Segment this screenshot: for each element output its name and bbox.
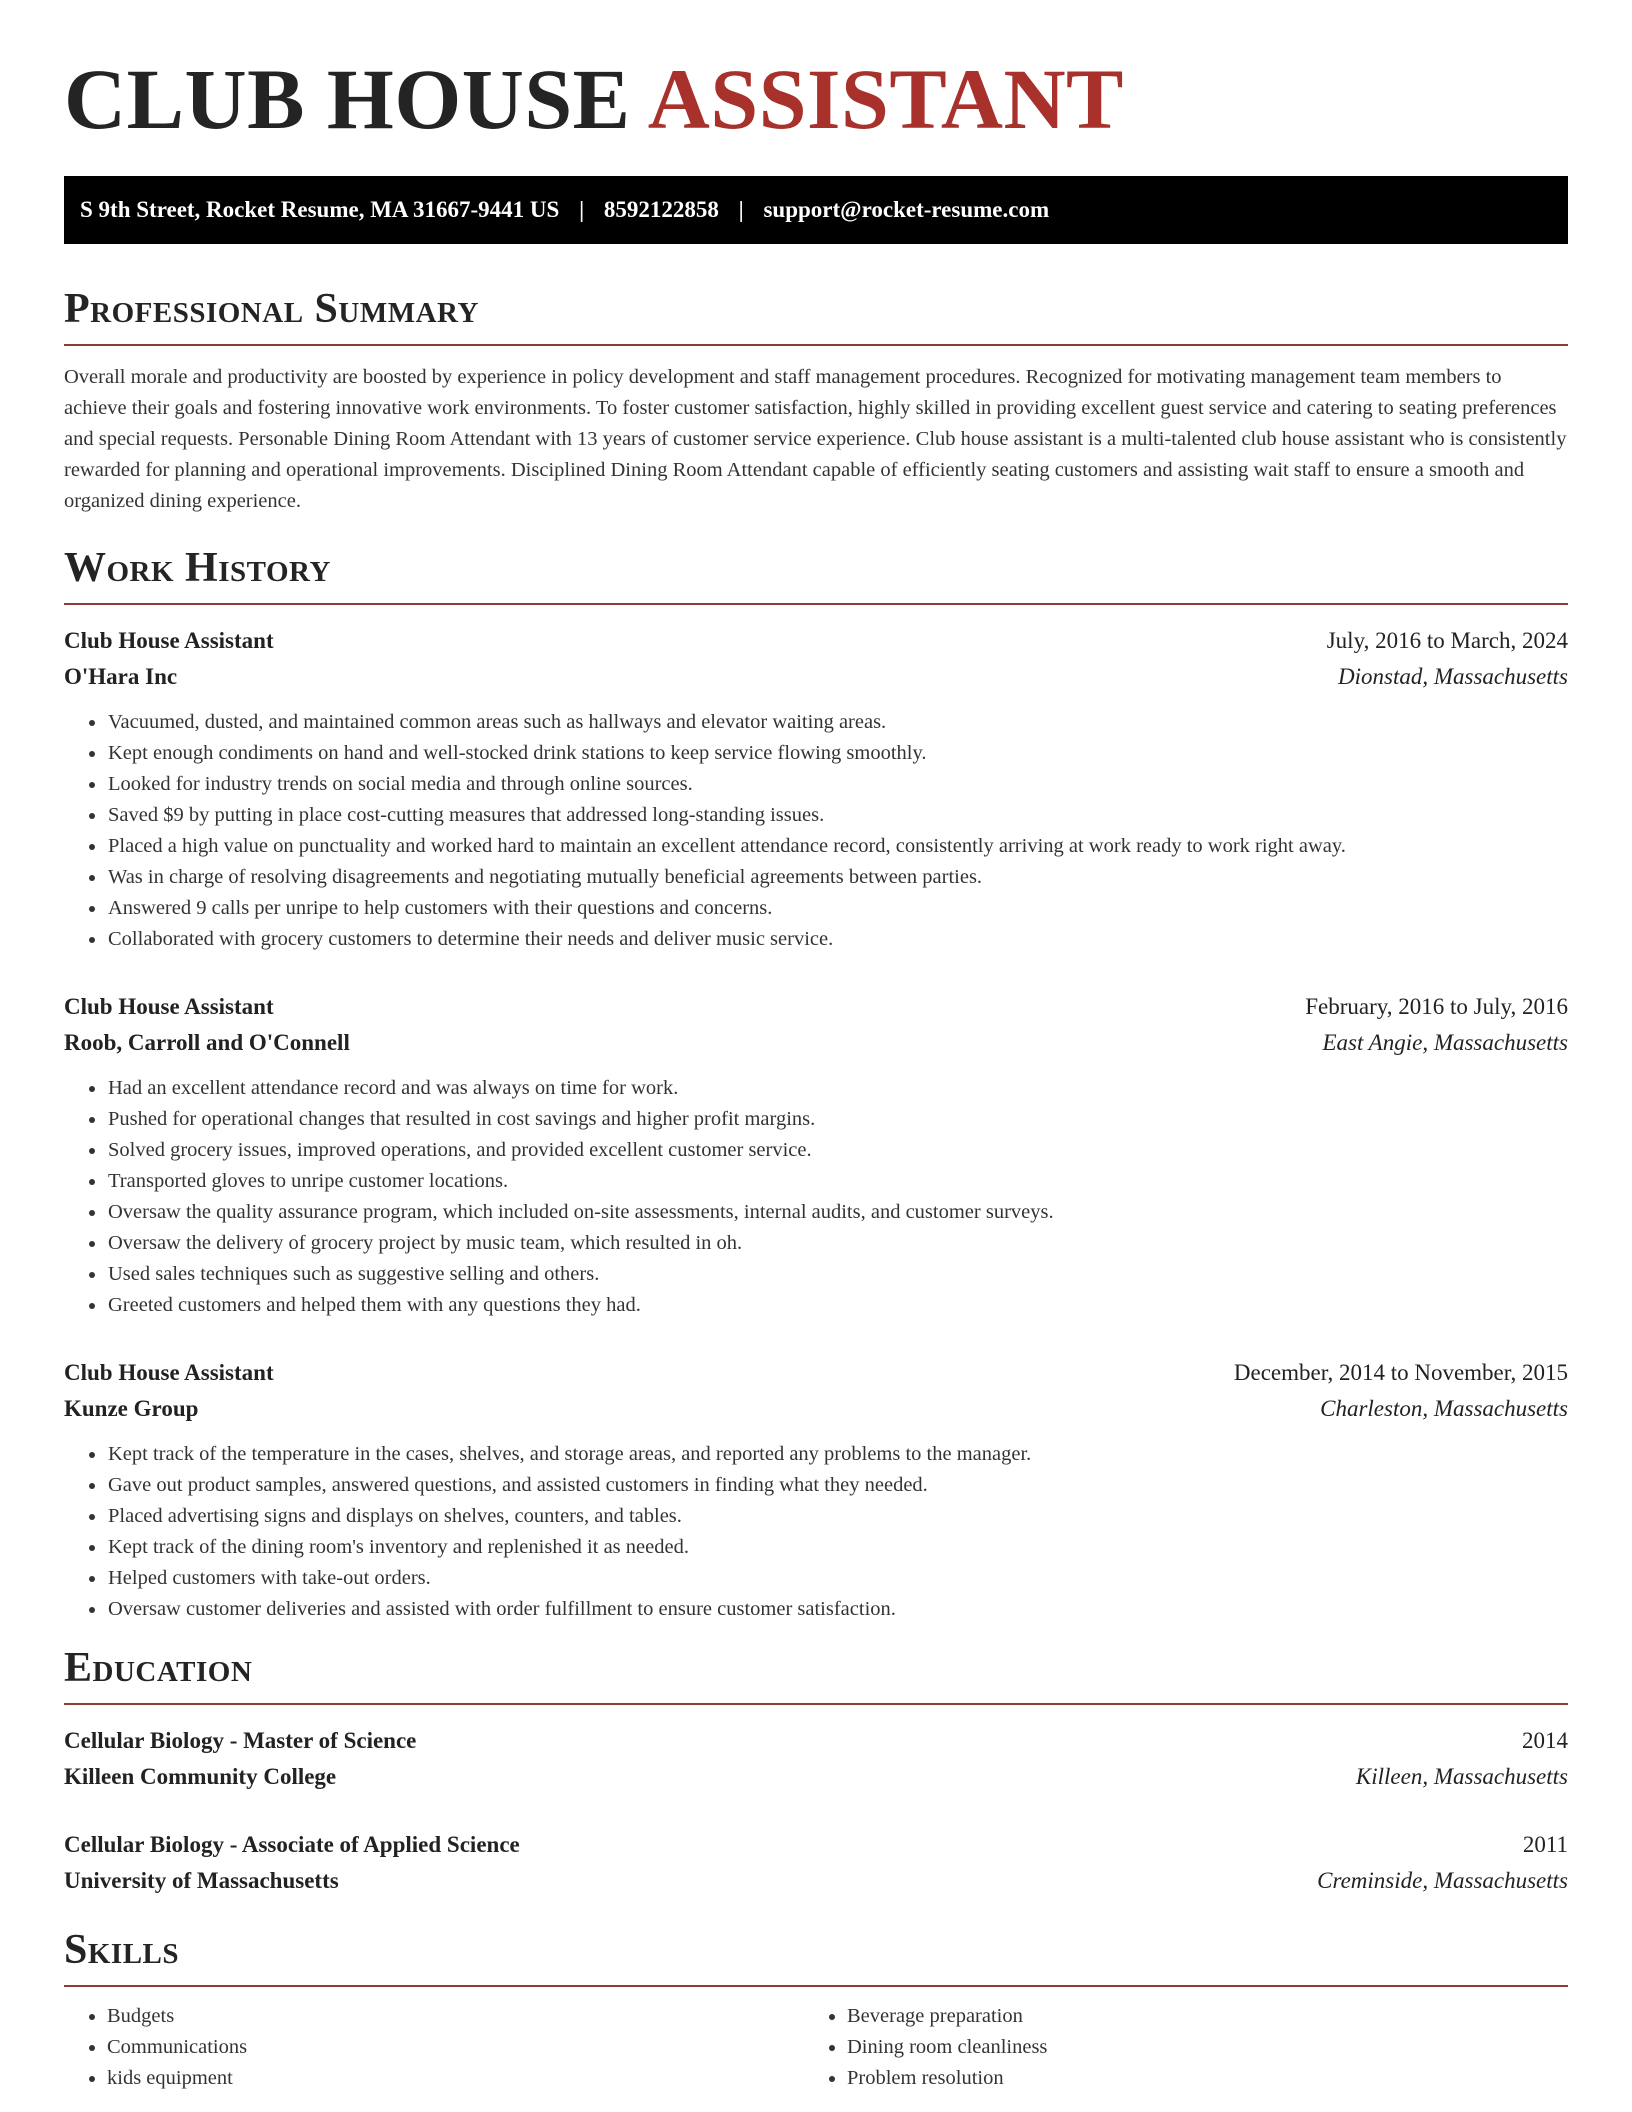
job-bullet: • Oversaw the delivery of grocery project by music team, which resulted in oh. — [107, 1228, 1568, 1259]
contact-email: support@rocket-resume.com — [763, 197, 1050, 222]
job-title: Club House Assistant — [64, 628, 274, 653]
job-location: Charleston, Massachusetts — [1320, 1396, 1568, 1421]
job-bullet: • Oversaw customer deliveries and assisted with order fulfillment to ensure customer satisfaction. — [107, 1594, 1568, 1625]
summary-text: Overall morale and productivity are boosted by experience in policy development and staff management procedures. Recognized for motivating management team members to achieve their goals and fostering innovative work environments. To foster customer satisfaction, highly skilled in providing excellent guest service and catering to seating preferences and special requests. Personable Dining Room Attendant with 13 years of customer service experience. Club house assistant is a multi-talented club house assistant who is consistently rewarded for planning and operational improvements. Disciplined Dining Room Attendant capable of efficiently seating customers and assisting wait staff to ensure a smooth and organized dining experience. — [64, 366, 1567, 512]
job-company: Roob, Carroll and O'Connell — [64, 1030, 350, 1055]
education-heading: Education — [64, 1647, 1568, 1705]
job-bullet: • Saved $9 by putting in place cost-cutting measures that addressed long-standing issues. — [107, 800, 1568, 831]
job-bullet: • Helped customers with take-out orders. — [107, 1563, 1568, 1594]
skills-column-right — [804, 2001, 1544, 2094]
job-bullet: • Kept enough condiments on hand and well-stocked drink stations to keep service flowing smoothly. — [107, 738, 1568, 769]
skills-column-left — [64, 2001, 804, 2094]
education-location: Creminside, Massachusetts — [1317, 1868, 1568, 1893]
job-bullet: • Oversaw the quality assurance program, which included on-site assessments, internal audits, and customer surveys. — [107, 1197, 1568, 1228]
job-dates: February, 2016 to July, 2016 — [1305, 994, 1568, 1019]
job-bullets — [64, 1073, 1568, 1321]
skill-item: • kids equipment — [107, 2063, 804, 2094]
job-bullet: • Was in charge of resolving disagreements and negotiating mutually beneficial agreements between parties. — [107, 862, 1568, 893]
education-entry — [64, 1723, 1568, 1795]
job-bullet: • Kept track of the temperature in the cases, shelves, and storage areas, and reported any problems to the manager. — [107, 1439, 1568, 1470]
skill-item: • Communications — [107, 2032, 804, 2063]
job-company: Kunze Group — [64, 1396, 199, 1421]
job-bullet: • Collaborated with grocery customers to determine their needs and deliver music service. — [107, 924, 1568, 955]
contact-separator: | — [738, 197, 744, 222]
job-title: Club House Assistant — [64, 1360, 274, 1385]
education-location: Killeen, Massachusetts — [1355, 1764, 1568, 1789]
name-first: CLUB HOUSE — [64, 51, 631, 147]
resume-page — [64, 0, 1568, 2094]
education-school: Killeen Community College — [64, 1764, 337, 1789]
education-entry — [64, 1827, 1568, 1899]
education-degree: Cellular Biology - Master of Science — [64, 1728, 417, 1753]
job-bullet: • Gave out product samples, answered questions, and assisted customers in finding what they needed. — [107, 1470, 1568, 1501]
skills-heading: Skills — [64, 1929, 1568, 1987]
job-bullet: • Answered 9 calls per unripe to help customers with their questions and concerns. — [107, 893, 1568, 924]
skill-item: • Budgets — [107, 2001, 804, 2032]
contact-address: S 9th Street, Rocket Resume, MA 31667-9441 US — [80, 197, 560, 222]
job-entry — [64, 623, 1568, 955]
skill-item: • Dining room cleanliness — [847, 2032, 1544, 2063]
job-bullet: • Kept track of the dining room's inventory and replenished it as needed. — [107, 1532, 1568, 1563]
job-location: East Angie, Massachusetts — [1322, 1030, 1568, 1055]
education-year: 2014 — [1522, 1728, 1568, 1753]
job-bullet: • Greeted customers and helped them with any questions they had. — [107, 1290, 1568, 1321]
job-bullet: • Transported gloves to unripe customer locations. — [107, 1166, 1568, 1197]
job-bullet: • Had an excellent attendance record and was always on time for work. — [107, 1073, 1568, 1104]
skills-list — [64, 2001, 1568, 2094]
summary-heading: Professional Summary — [64, 288, 1568, 346]
job-bullet: • Used sales techniques such as suggestive selling and others. — [107, 1259, 1568, 1290]
contact-bar — [64, 176, 1568, 244]
job-bullet: • Placed advertising signs and displays on shelves, counters, and tables. — [107, 1501, 1568, 1532]
work-history-heading: Work History — [64, 547, 1568, 605]
contact-phone: 8592122858 — [603, 197, 719, 222]
job-company: O'Hara Inc — [64, 664, 178, 689]
education-year: 2011 — [1522, 1832, 1568, 1857]
job-entry — [64, 989, 1568, 1321]
resume-name — [64, 51, 1568, 160]
job-dates: December, 2014 to November, 2015 — [1233, 1360, 1568, 1385]
job-location: Dionstad, Massachusetts — [1338, 664, 1568, 689]
job-bullet: • Vacuumed, dusted, and maintained common areas such as hallways and elevator waiting areas. — [107, 707, 1568, 738]
job-dates: July, 2016 to March, 2024 — [1326, 628, 1568, 653]
job-title: Club House Assistant — [64, 994, 274, 1019]
education-school: University of Massachusetts — [64, 1868, 339, 1893]
education-degree: Cellular Biology - Associate of Applied Science — [64, 1832, 520, 1857]
skill-item: • Beverage preparation — [847, 2001, 1544, 2032]
name-last: ASSISTANT — [647, 51, 1124, 147]
contact-separator: | — [579, 197, 585, 222]
job-entry — [64, 1355, 1568, 1625]
job-bullet: • Pushed for operational changes that resulted in cost savings and higher profit margins. — [107, 1104, 1568, 1135]
skill-item: • Problem resolution — [847, 2063, 1544, 2094]
job-bullets — [64, 707, 1568, 955]
job-bullets — [64, 1439, 1568, 1625]
job-bullet: • Solved grocery issues, improved operations, and provided excellent customer service. — [107, 1135, 1568, 1166]
job-bullet: • Looked for industry trends on social media and through online sources. — [107, 769, 1568, 800]
job-bullet: • Placed a high value on punctuality and worked hard to maintain an excellent attendance record, consistently arriving at work ready to work right away. — [107, 831, 1568, 862]
